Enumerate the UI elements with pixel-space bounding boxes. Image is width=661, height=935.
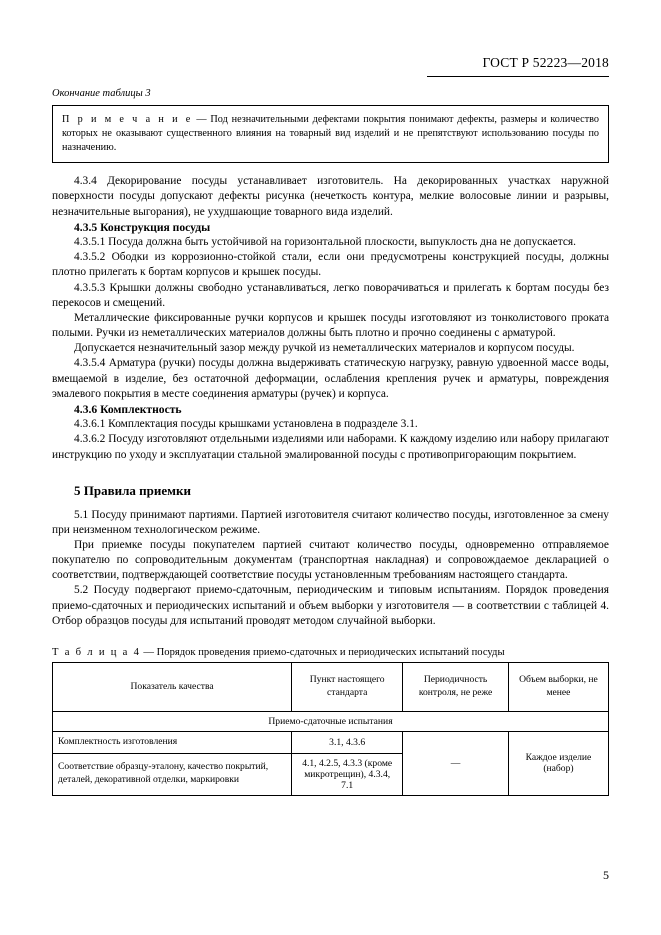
- paragraph-acceptance: При приемке посуды покупателем партией считают количество посуды, одновременно отправляемое покупателю по сопроводительным документам (транспортная накладная) и сопровождаемое декларацией о соответствии, подтверждающей соответствие посуды установленным требованиям настоящего стандарта.: [52, 539, 609, 582]
- paragraph-4-3-5-2: 4.3.5.2 Ободки из коррозионно-стойкой стали, если они предусмотрены конструкцией посуды, должны плотно прилегать к бортам корпусов и крышек посуды.: [52, 251, 609, 279]
- table-row: [53, 731, 609, 753]
- cell-sample: Каждое изделие (набор): [508, 731, 608, 795]
- paragraph-4-3-5-1: 4.3.5.1 Посуда должна быть устойчивой на горизонтальной плоскости, выпуклость дна не допускается.: [74, 236, 576, 249]
- paragraph-4-3-5-3: 4.3.5.3 Крышки должны свободно устанавливаться, легко поворачиваться и прилегать к бортам посуды без перекосов и смещений.: [52, 281, 609, 309]
- table-band-row: [53, 711, 609, 731]
- paragraph-4-3-4: 4.3.4 Декорирование посуды устанавливает изготовитель. На декорированных участках наружной поверхности посуды допускают дефекты рисунка (нечеткость контура, мелкие волосовые линии и разрывы, незначительные выгорания), не ухудшающие товарного вида изделий.: [52, 175, 609, 218]
- note-text: — Под незначительными дефектами покрытия понимают дефекты, размеры и количество которых не оказывают существенного влияния на товарный вид изделий и не препятствуют использованию посуды по назначению.: [62, 114, 599, 154]
- note-label: П р и м е ч а н и е: [62, 114, 193, 125]
- paragraph-4-3-6-2: 4.3.6.2 Посуду изготовляют отдельными изделиями или наборами. К каждому изделию или набору прилагают инструкцию по уходу и эксплуатации стальной эмалированной посуды с противопригорающим покрытием.: [52, 433, 609, 461]
- paragraph-4-3-6-1: 4.3.6.1 Комплектация посуды крышками установлена в подразделе 3.1.: [74, 418, 418, 431]
- table-continuation-label: Окончание таблицы 3: [52, 88, 151, 99]
- cell-indicator: Комплектность изготовления: [53, 731, 292, 753]
- heading-4-3-6: 4.3.6 Комплектность: [74, 402, 182, 416]
- cell-indicator: Соответствие образцу-эталону, качество покрытий, деталей, декоративной отделки, маркировки: [53, 753, 292, 795]
- table-header-row: [53, 662, 609, 711]
- table4-caption: [52, 647, 609, 658]
- table4-caption-text: — Порядок проведения приемо-сдаточных и периодических испытаний посуды: [140, 646, 505, 658]
- col-header-sample: Объем выборки, не менее: [508, 662, 608, 711]
- cell-clause: 3.1, 4.3.6: [292, 731, 403, 753]
- paragraph-4-3-5-4: 4.3.5.4 Арматура (ручки) посуды должна выдерживать статическую нагрузку, равную удвоенной массе воды, вмещаемой в изделие, без остаточной деформации, ослабления крепления ручек и арматуры, повреждения эмалевого покрытия в месте соединения арматуры (ручек) и корпуса.: [52, 357, 609, 400]
- chapter-heading-5: 5 Правила приемки: [74, 482, 191, 498]
- header-rule: [427, 76, 609, 77]
- paragraph-5-2: 5.2 Посуду подвергают приемо-сдаточным, периодическим и типовым испытаниям. Порядок проведения приемо-сдаточных и периодических испытаний и объем выборки у изготовителя — в соответствии с таблицей 4. Отбор образцов посуды для испытаний проводят методом случайной выборки.: [52, 584, 609, 627]
- col-header-clause: Пункт настоящего стандарта: [292, 662, 403, 711]
- paragraph-5-1: 5.1 Посуду принимают партиями. Партией изготовителя считают количество посуды, изготовленное за смену при неизменном технологическом режиме.: [52, 508, 609, 536]
- band-label: Приемо-сдаточные испытания: [53, 711, 609, 731]
- page-header-standard: ГОСТ Р 52223—2018: [482, 55, 609, 70]
- col-header-indicator: Показатель качества: [53, 662, 292, 711]
- note-box: [52, 105, 609, 163]
- paragraph-gap: Допускается незначительный зазор между ручкой из неметаллических материалов и корпусом посуды.: [74, 342, 575, 355]
- cell-clause: 4.1, 4.2.5, 4.3.3 (кроме микротрещин), 4.3.4, 7.1: [292, 753, 403, 795]
- page-number: 5: [603, 868, 609, 882]
- paragraph-metal-handles: Металлические фиксированные ручки корпусов и крышек посуды изготовляют из тонколистового проката полыми. Ручки из неметаллических материалов должны быть плотно и прочно соединены с арматурой.: [52, 311, 609, 340]
- cell-frequency: —: [403, 731, 509, 795]
- table4: [52, 662, 609, 796]
- page-content: [52, 88, 609, 796]
- heading-4-3-5: 4.3.5 Конструкция посуды: [74, 220, 211, 234]
- col-header-frequency: Периодичность контроля, не реже: [403, 662, 509, 711]
- table4-caption-prefix: Т а б л и ц а 4: [52, 646, 141, 658]
